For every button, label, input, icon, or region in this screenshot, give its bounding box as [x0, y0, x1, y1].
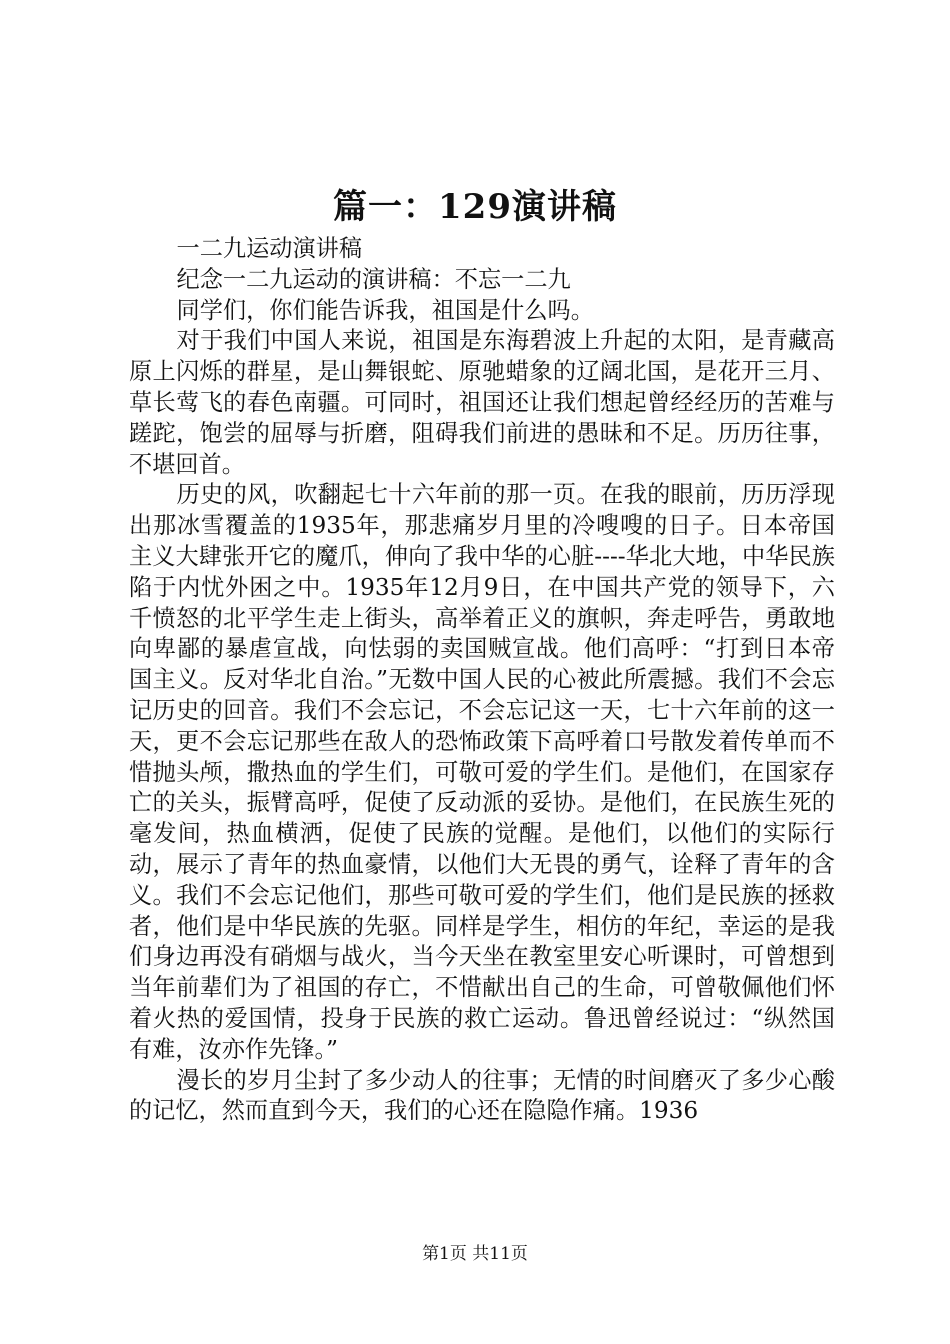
paragraph: 纪念一二九运动的演讲稿：不忘一二九 [176, 265, 571, 293]
paragraph: 同学们，你们能告诉我，祖国是什么吗。 [176, 296, 594, 324]
paragraph: 漫长的岁月尘封了多少动人的往事；无情的时间磨灭了多少心酸的记忆，然而直到今天，我们的心还在隐隐作痛。1936 [129, 1066, 835, 1125]
document-title: 篇一：129演讲稿 [333, 187, 617, 227]
page-footer: 第1页 共11页 [422, 1244, 528, 1264]
document-body [129, 234, 835, 1127]
paragraph: 历史的风，吹翻起七十六年前的那一页。在我的眼前，历历浮现出那冰雪覆盖的1935年，那悲痛岁月里的冷嗖嗖的日子。日本帝国主义大肆张开它的魔爪，伸向了我中华的心脏----华北大地，中华民族陷于内忧外困之中。1935年12月9日，在中国共产党的领导下，六千愤怒的北平学生走上街头，高举着正义的旗帜，奔走呼告，勇敢地向卑鄙的暴虐宣战，向怯弱的卖国贼宣战。他们高呼：“打到日本帝国主义。反对华北自治。”无数中国人民的心被此所震撼。我们不会忘记历史的回音。我们不会忘记，不会忘记这一天，七十六年前的这一天，更不会忘记那些在敌人的恐怖政策下高呼着口号散发着传单而不惜抛头颅，撒热血的学生们，可敬可爱的学生们。是他们，在国家存亡的关头，振臂高呼，促使了反动派的妥协。是他们，在民族生死的毫发间，热血横洒，促使了民族的觉醒。是他们，以他们的实际行动，展示了青年的热血豪情，以他们大无畏的勇气，诠释了青年的含义。我们不会忘记他们，那些可敬可爱的学生们，他们是民族的拯救者，他们是中华民族的先驱。同样是学生，相仿的年纪，幸运的是我们身边再没有硝烟与战火，当今天坐在教室里安心听课时，可曾想到当年前辈们为了祖国的存亡，不惜献出自己的生命，可曾敬佩他们怀着火热的爱国情，投身于民族的救亡运动。鲁迅曾经说过：“纵然国有难，汝亦作先锋。” [129, 481, 835, 1063]
paragraph: 一二九运动演讲稿 [176, 235, 363, 262]
paragraph: 对于我们中国人来说，祖国是东海碧波上升起的太阳，是青藏高原上闪烁的群星，是山舞银蛇、原驰蜡象的辽阔北国，是花开三月、草长莺飞的春色南疆。可同时，祖国还让我们想起曾经经历的苦难与蹉跎，饱尝的屈辱与折磨，阻碍我们前进的愚昧和不足。历历往事，不堪回首。 [129, 327, 835, 478]
